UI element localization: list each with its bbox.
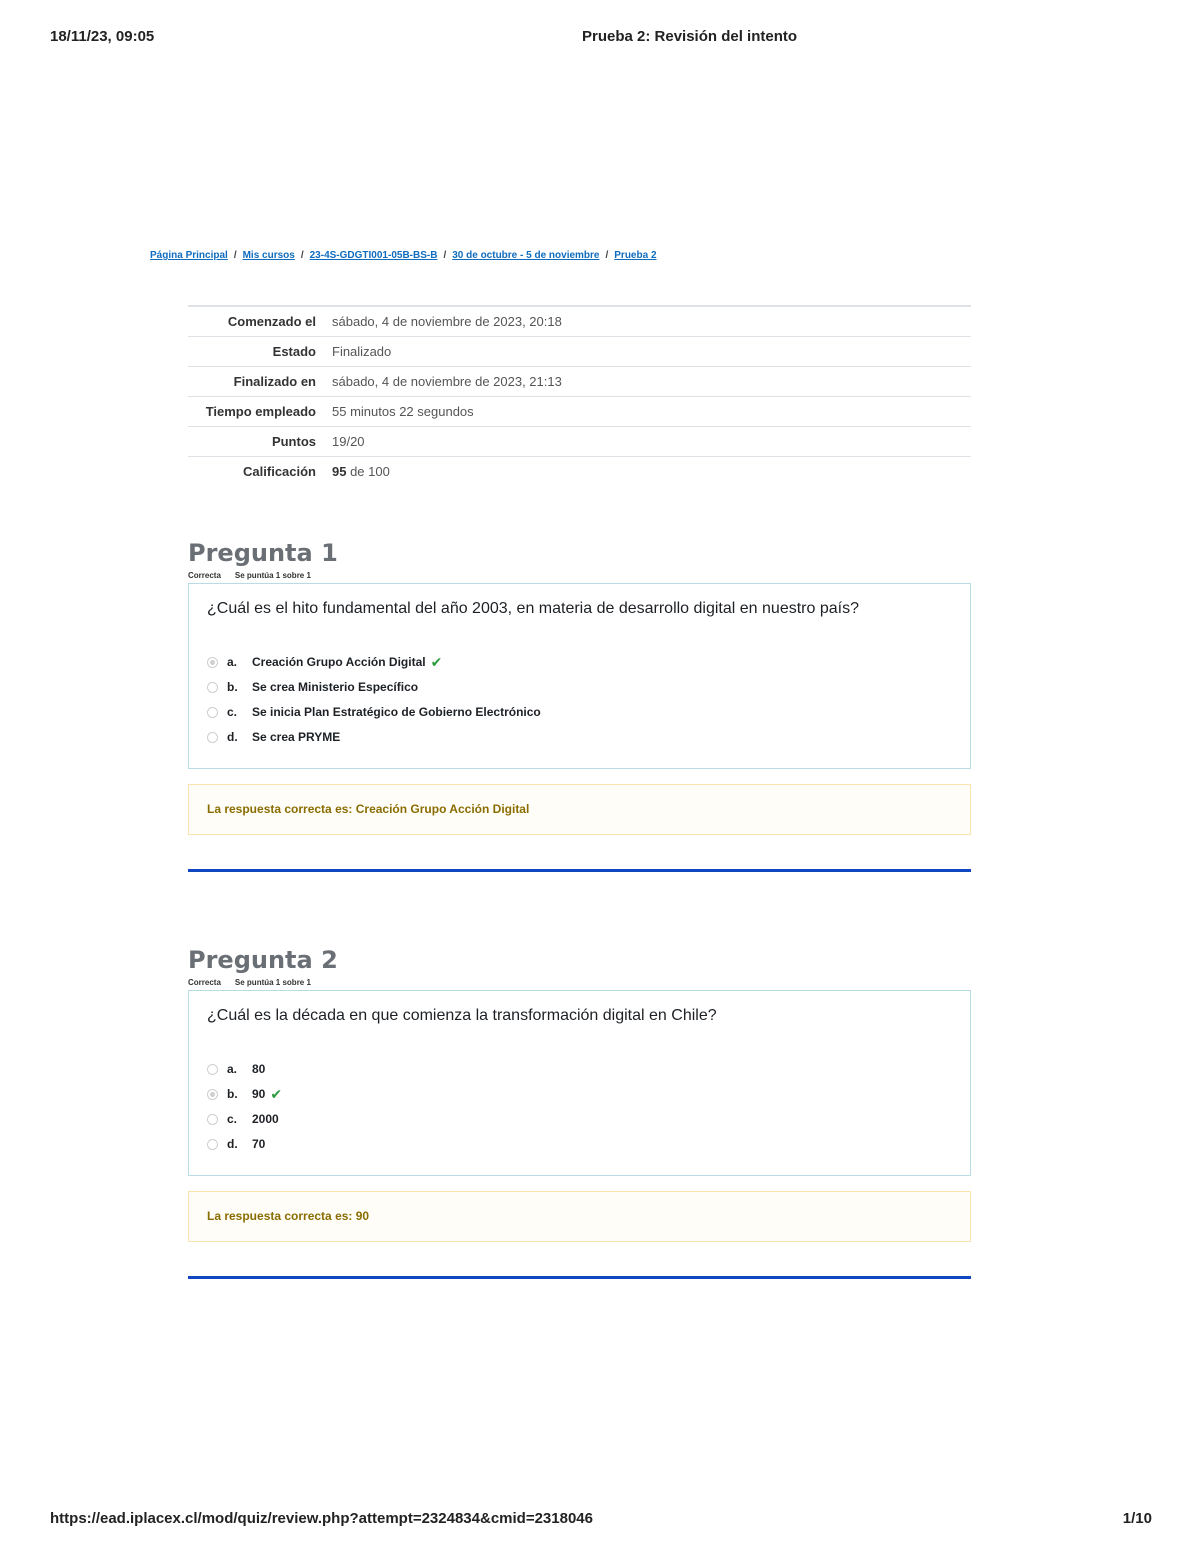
- breadcrumb-separator: /: [300, 250, 304, 261]
- option-letter: b.: [227, 1087, 238, 1101]
- answer-options: [207, 1057, 952, 1157]
- check-icon: ✔: [270, 1086, 283, 1102]
- option-text: Se crea Ministerio Específico: [252, 680, 419, 694]
- summary-label: Calificación: [188, 457, 324, 487]
- radio-icon[interactable]: [207, 1139, 218, 1150]
- summary-label: Finalizado en: [188, 367, 324, 397]
- option-text: 90: [252, 1087, 266, 1101]
- print-url: https://ead.iplacex.cl/mod/quiz/review.php?attempt=2324834&cmid=2318046: [50, 1510, 593, 1527]
- summary-value: sábado, 4 de noviembre de 2023, 20:18: [324, 306, 971, 337]
- question-info: [188, 976, 971, 990]
- breadcrumb-separator: /: [605, 250, 609, 261]
- summary-label: Estado: [188, 337, 324, 367]
- answer-option[interactable]: [207, 700, 952, 725]
- summary-label: Puntos: [188, 427, 324, 457]
- answer-option[interactable]: [207, 1057, 952, 1082]
- question-status: Correcta: [188, 571, 221, 580]
- question-content-box: [188, 583, 971, 769]
- correct-answer-feedback: La respuesta correcta es: Creación Grupo Acción Digital: [188, 784, 971, 835]
- radio-icon[interactable]: [207, 1114, 218, 1125]
- option-text: 70: [252, 1137, 266, 1151]
- correct-answer-feedback: La respuesta correcta es: 90: [188, 1191, 971, 1242]
- attempt-summary-table: [188, 305, 971, 486]
- question-content-box: [188, 990, 971, 1176]
- summary-value: sábado, 4 de noviembre de 2023, 21:13: [324, 367, 971, 397]
- answer-option[interactable]: [207, 725, 952, 750]
- answer-option[interactable]: [207, 675, 952, 700]
- breadcrumb-quiz-link[interactable]: Prueba 2: [614, 250, 657, 261]
- summary-value: 19/20: [324, 427, 971, 457]
- option-letter: a.: [227, 655, 238, 669]
- question-divider: [188, 1276, 971, 1279]
- breadcrumb-week-link[interactable]: 30 de octubre - 5 de noviembre: [452, 250, 600, 261]
- question-divider: [188, 869, 971, 872]
- question-text: ¿Cuál es la década en que comienza la transformación digital en Chile?: [207, 1007, 717, 1024]
- grade-value: 95: [332, 464, 347, 479]
- question-1: [188, 537, 971, 872]
- question-text: ¿Cuál es el hito fundamental del año 2003, en materia de desarrollo digital en nuestro país?: [207, 600, 859, 617]
- option-letter: b.: [227, 680, 238, 694]
- question-grade: Se puntúa 1 sobre 1: [234, 978, 311, 987]
- summary-value: 55 minutos 22 segundos: [324, 397, 971, 427]
- question-title: Pregunta 1: [188, 539, 338, 567]
- radio-icon[interactable]: [207, 657, 218, 668]
- print-header: [50, 28, 1152, 48]
- radio-icon[interactable]: [207, 732, 218, 743]
- breadcrumb-course-link[interactable]: 23-4S-GDGTI001-05B-BS-B: [309, 250, 438, 261]
- question-title: Pregunta 2: [188, 946, 338, 974]
- summary-row-time-taken: [188, 397, 971, 427]
- answer-option[interactable]: [207, 650, 952, 675]
- summary-label: Comenzado el: [188, 306, 324, 337]
- answer-option[interactable]: [207, 1132, 952, 1157]
- option-letter: a.: [227, 1062, 238, 1076]
- breadcrumb-home-link[interactable]: Página Principal: [150, 250, 228, 261]
- option-text: 2000: [252, 1112, 279, 1126]
- summary-row-completed: [188, 367, 971, 397]
- option-letter: c.: [227, 1112, 238, 1126]
- summary-row-started: [188, 306, 971, 337]
- summary-row-marks: [188, 427, 971, 457]
- radio-icon[interactable]: [207, 1064, 218, 1075]
- radio-icon[interactable]: [207, 1089, 218, 1100]
- radio-icon[interactable]: [207, 707, 218, 718]
- answer-option[interactable]: [207, 1082, 952, 1107]
- question-grade: Se puntúa 1 sobre 1: [234, 571, 311, 580]
- option-letter: d.: [227, 730, 238, 744]
- print-title: Prueba 2: Revisión del intento: [582, 28, 798, 45]
- answer-options: [207, 650, 952, 750]
- option-letter: d.: [227, 1137, 238, 1151]
- summary-label: Tiempo empleado: [188, 397, 324, 427]
- answer-option[interactable]: [207, 1107, 952, 1132]
- option-text: Creación Grupo Acción Digital: [252, 655, 426, 669]
- summary-row-grade: [188, 457, 971, 487]
- question-info: [188, 569, 971, 583]
- print-date: 18/11/23, 09:05: [50, 28, 155, 45]
- option-letter: c.: [227, 705, 238, 719]
- option-text: Se crea PRYME: [252, 730, 341, 744]
- breadcrumb-separator: /: [233, 250, 237, 261]
- summary-value: Finalizado: [324, 337, 971, 367]
- question-status: Correcta: [188, 978, 221, 987]
- option-text: Se inicia Plan Estratégico de Gobierno Electrónico: [252, 705, 541, 719]
- summary-row-state: [188, 337, 971, 367]
- question-2: [188, 944, 971, 1279]
- grade-suffix: de 100: [346, 464, 390, 479]
- breadcrumb: [150, 250, 657, 261]
- option-text: 80: [252, 1062, 266, 1076]
- summary-value: [324, 457, 971, 487]
- print-page-number: 1/10: [1122, 1510, 1152, 1527]
- breadcrumb-separator: /: [443, 250, 447, 261]
- radio-icon[interactable]: [207, 682, 218, 693]
- print-footer: [50, 1510, 1152, 1530]
- breadcrumb-my-courses-link[interactable]: Mis cursos: [242, 250, 295, 261]
- check-icon: ✔: [430, 654, 443, 670]
